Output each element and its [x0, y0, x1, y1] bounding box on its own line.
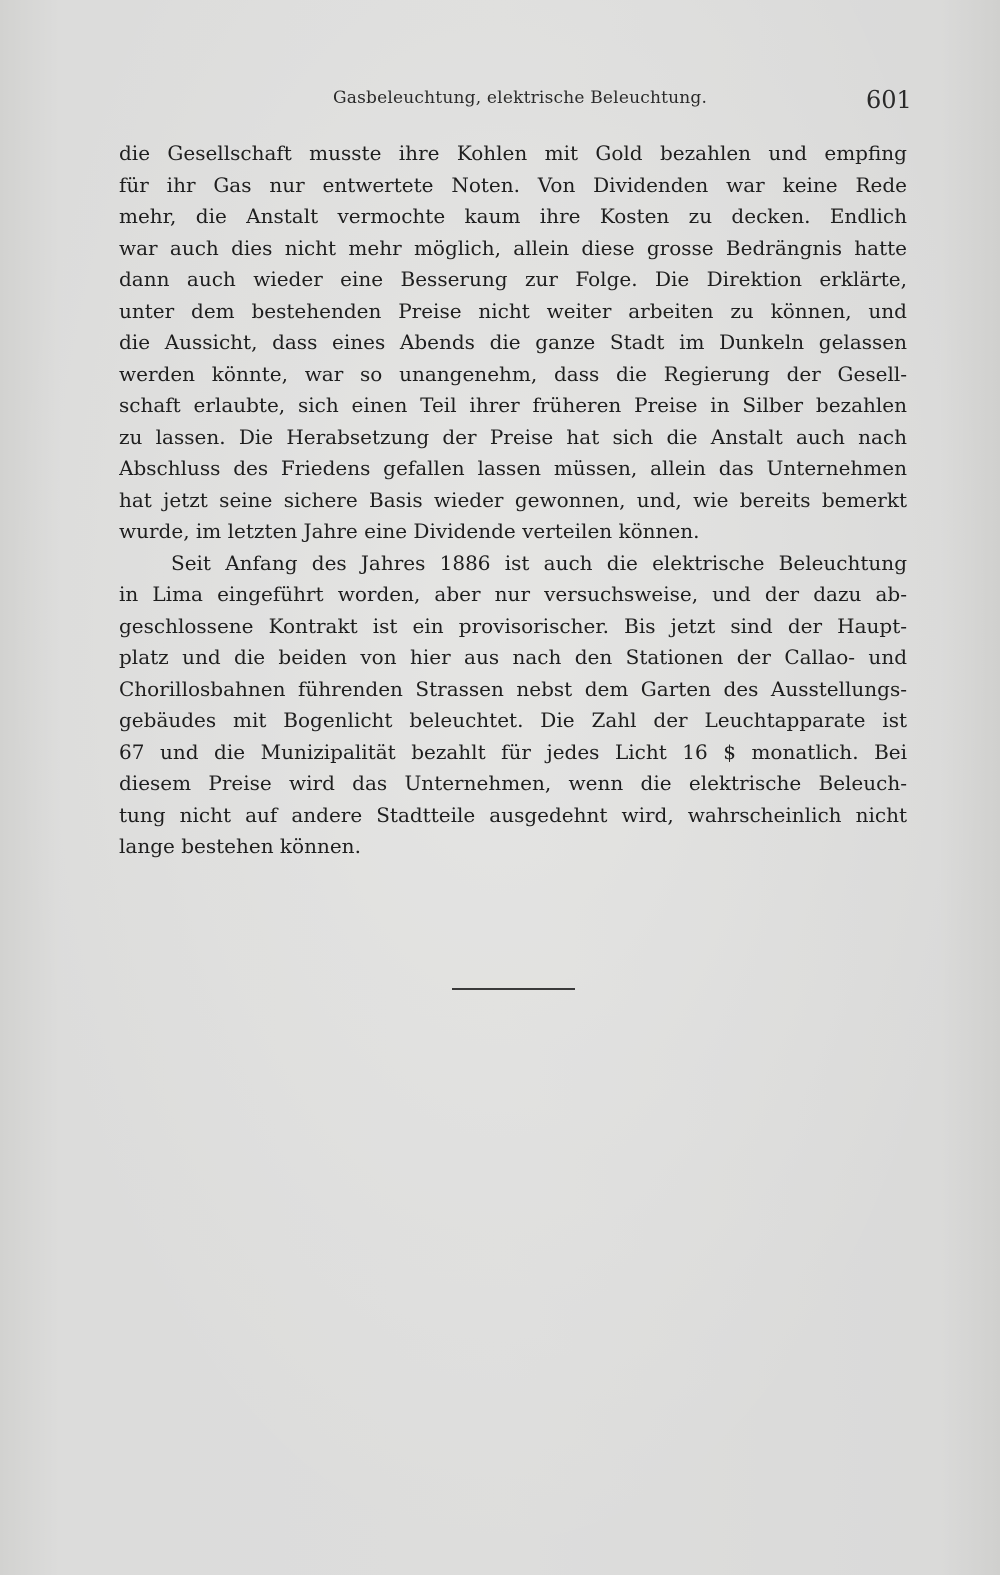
text-line: werden könnte, war so unangenehm, dass die Regierung der Gesell-: [119, 361, 907, 386]
text-line: Abschluss des Friedens gefallen lassen müssen, allein das Unternehmen: [119, 456, 907, 480]
text-line: platz und die beiden von hier aus nach den Stationen der Callao- und: [119, 645, 907, 669]
text-line: unter dem bestehenden Preise nicht weiter arbeiten zu können, und: [119, 298, 907, 323]
text-line: gebäudes mit Bogenlicht beleuchtet. Die Zahl der Leuchtapparate ist: [119, 708, 907, 732]
text-line: Seit Anfang des Jahres 1886 ist auch die elektrische Beleuchtung: [171, 550, 907, 575]
section-end-rule: [452, 988, 575, 990]
text-line: war auch dies nicht mehr möglich, allein diese grosse Bedrängnis hatte: [119, 235, 907, 260]
text-line: diesem Preise wird das Unternehmen, wenn die elektrische Beleuch-: [119, 771, 907, 795]
page-number: 601: [866, 86, 912, 114]
running-head: Gasbeleuchtung, elektrische Beleuchtung.: [333, 88, 708, 108]
text-line: Chorillosbahnen führenden Strassen nebst dem Garten des Ausstellungs-: [119, 676, 907, 701]
text-line: hat jetzt seine sichere Basis wieder gewonnen, und, wie bereits bemerkt: [119, 487, 907, 512]
text-line: zu lassen. Die Herabsetzung der Preise hat sich die Anstalt auch nach: [119, 424, 907, 449]
body-text: [119, 138, 907, 863]
text-line: lange bestehen können.: [119, 834, 361, 858]
text-line: 67 und die Munizipalität bezahlt für jedes Licht 16 $ monatlich. Bei: [119, 739, 907, 764]
text-line: wurde, im letzten Jahre eine Dividende verteilen können.: [119, 519, 700, 543]
text-line: schaft erlaubte, sich einen Teil ihrer früheren Preise in Silber bezahlen: [119, 393, 907, 417]
text-line: mehr, die Anstalt vermochte kaum ihre Kosten zu decken. Endlich: [119, 204, 907, 228]
text-line: die Gesellschaft musste ihre Kohlen mit Gold bezahlen und empfing: [119, 141, 907, 165]
text-line: die Aussicht, dass eines Abends die ganze Stadt im Dunkeln gelassen: [119, 330, 907, 354]
text-line: tung nicht auf andere Stadtteile ausgedehnt wird, wahrscheinlich nicht: [119, 802, 907, 827]
text-line: geschlossene Kontrakt ist ein provisorischer. Bis jetzt sind der Haupt-: [119, 613, 907, 638]
text-line: in Lima eingeführt worden, aber nur versuchsweise, und der dazu ab-: [119, 582, 907, 606]
text-line: dann auch wieder eine Besserung zur Folge. Die Direktion erklärte,: [119, 267, 907, 291]
text-line: für ihr Gas nur entwertete Noten. Von Dividenden war keine Rede: [119, 172, 907, 197]
